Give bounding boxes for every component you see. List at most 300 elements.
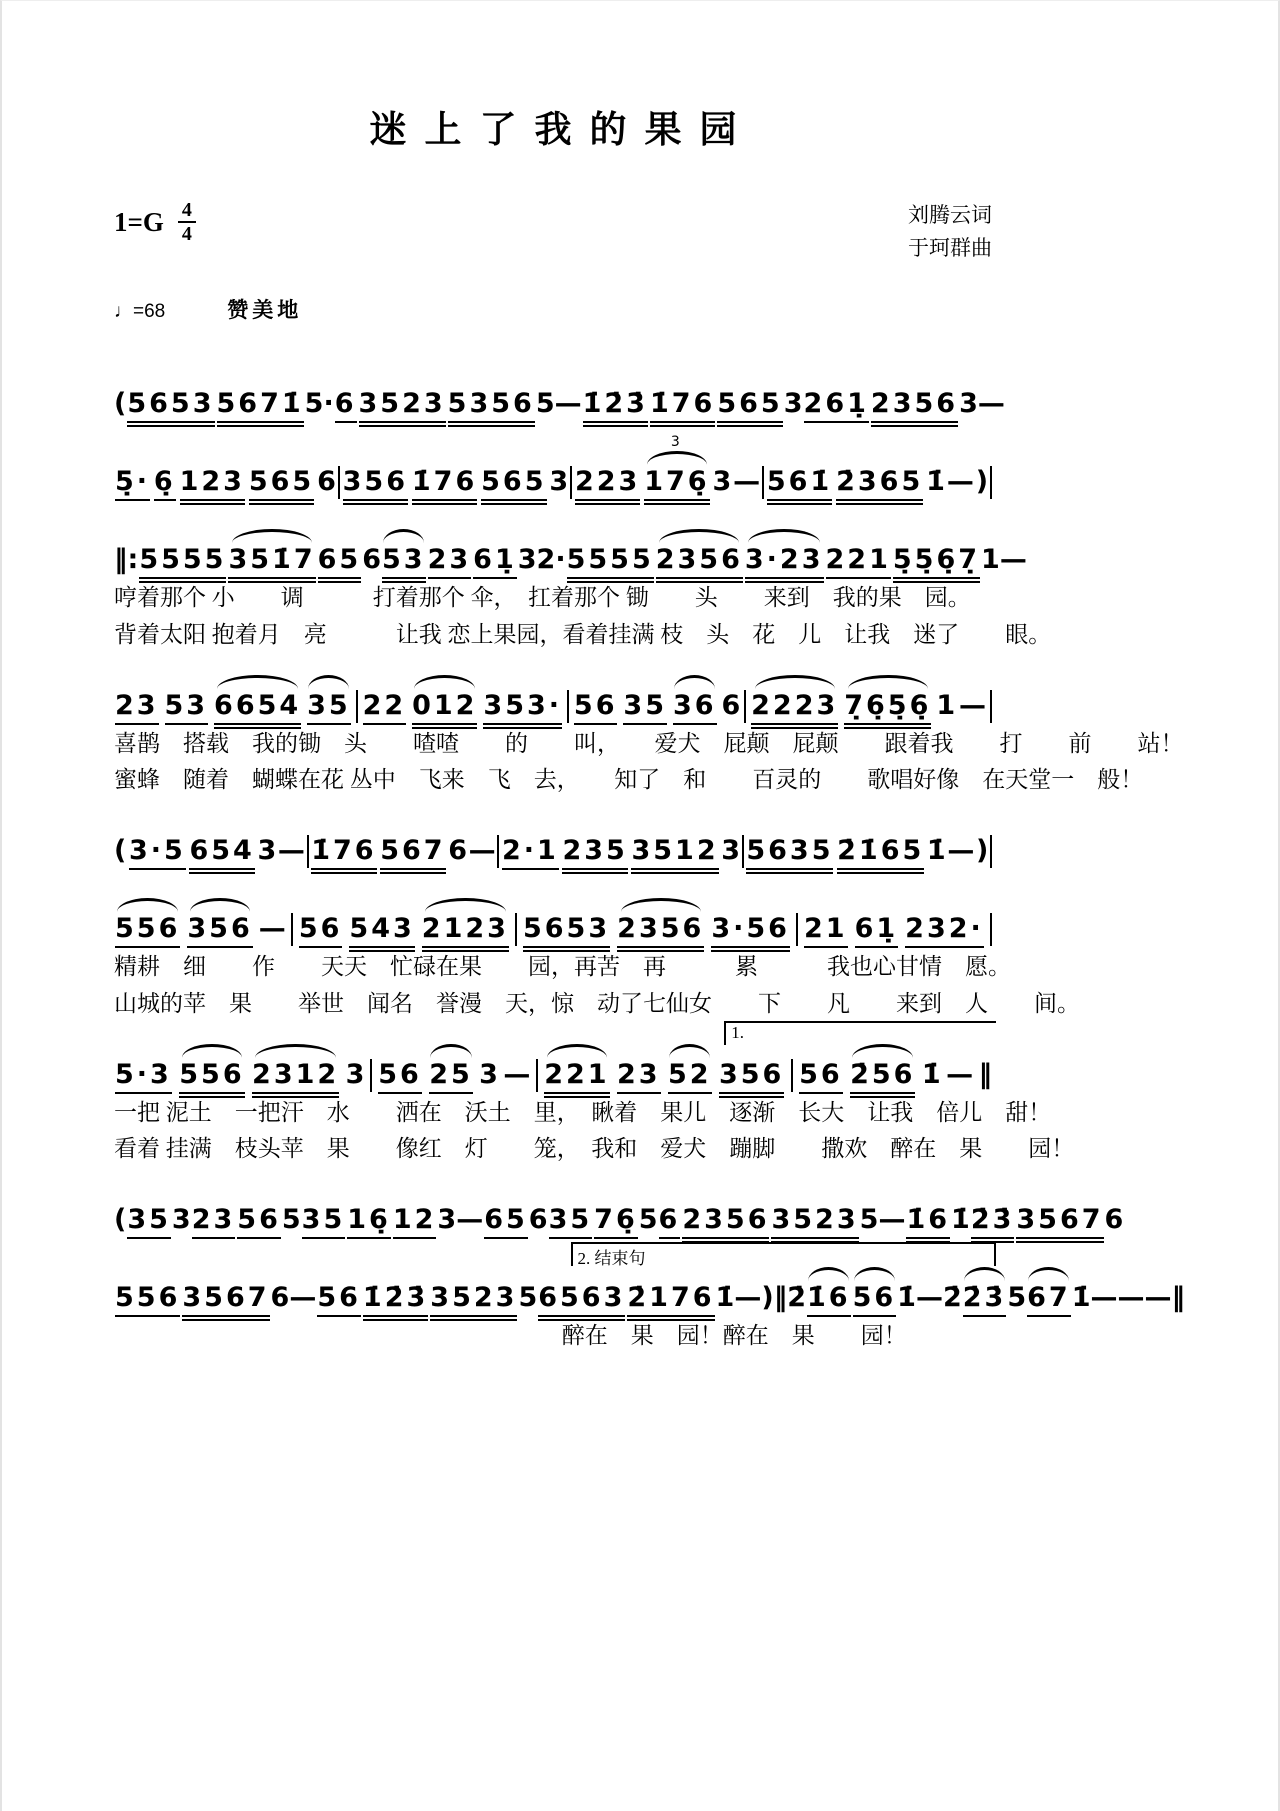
underline (484, 1237, 528, 1239)
underline (826, 577, 891, 579)
note-group: 53 (381, 544, 427, 575)
note-group: 12 (392, 1204, 438, 1235)
underline (656, 577, 743, 579)
underline (422, 946, 509, 948)
note-group: 56 (236, 1204, 282, 1235)
underline (382, 581, 426, 583)
underline (182, 1319, 269, 1321)
note-group: 3·56 (710, 913, 791, 944)
note-group: 232· (904, 913, 985, 944)
note-group: 351̇7 (227, 544, 316, 575)
time-signature-numerator: 4 (178, 199, 196, 223)
underline (631, 868, 718, 870)
underline (393, 1237, 437, 1239)
underline (711, 950, 790, 952)
system (114, 835, 992, 867)
note-group: 23 (191, 1204, 237, 1235)
underline (412, 499, 477, 501)
lyric-line: 哼着那个 小 调 打着那个 伞， 扛着那个 锄 头 来到 我的果 园。 (114, 585, 971, 611)
slur-arc (852, 1044, 913, 1058)
note-group: 6654 (213, 690, 302, 721)
system (114, 1022, 1075, 1165)
slur-arc (1028, 1267, 1069, 1281)
slur-arc (808, 1267, 849, 1281)
underline (127, 421, 214, 423)
note-group: 123 (179, 466, 246, 497)
system (114, 544, 1052, 650)
underline (717, 425, 782, 427)
underline (349, 946, 414, 948)
underline (127, 425, 214, 427)
underline (906, 1237, 950, 1239)
note-group: 5653 (126, 388, 215, 419)
slur-arc (425, 898, 505, 912)
slur-arc (117, 898, 178, 912)
underline (412, 727, 477, 729)
underline (746, 868, 833, 870)
slur-arc (854, 1267, 895, 1281)
note-group: 5555 (138, 544, 227, 575)
music-symbol: — (456, 1204, 484, 1236)
note-group: 2̇1̇65 (836, 835, 925, 866)
barline (515, 913, 517, 946)
underline (1016, 1241, 1103, 1243)
underline (644, 499, 709, 501)
underline (180, 503, 245, 505)
music-symbol: 6 (362, 544, 381, 576)
barline (744, 690, 746, 723)
music-symbol: 1̇ (897, 1282, 916, 1314)
underline (893, 577, 980, 579)
underline (179, 1092, 244, 1094)
note-group: 2̇365 (835, 466, 924, 497)
note-group: 3512 (630, 835, 719, 866)
underline (850, 1092, 915, 1094)
barline (990, 690, 992, 723)
music-symbol: 6 (721, 689, 741, 721)
note-group: 565 (248, 466, 315, 497)
volta-bracket: 1. (724, 1021, 996, 1045)
lyric-line: 喜鹊 搭载 我的锄 头 喳喳 的 叫， 爱犬 屁颠 屁颠 跟着我 打 前 站！ (114, 730, 1184, 756)
music-symbol: ) (976, 835, 989, 867)
underline (650, 421, 715, 423)
underline (249, 499, 314, 501)
music-symbol: 5 (281, 1204, 301, 1236)
underline (594, 1237, 638, 1239)
note-group: 221 (825, 544, 892, 575)
lyric-line: 看着 挂满 枝头苹 果 像红 灯 笼， 我和 爱犬 蹦脚 撒欢 醉在 果 园！ (114, 1136, 1075, 1162)
underline (850, 1096, 915, 1098)
underline (659, 1237, 681, 1239)
underline (544, 1096, 609, 1098)
key-signature-text: 1=G (114, 206, 164, 237)
note-group: 25 (428, 1059, 474, 1090)
underline (380, 872, 445, 874)
note-group: 36 (672, 690, 718, 721)
lyric-line: 精耕 细 作 天天 忙碌在果 园，再苦 再 累 我也心甘情 愿。 (114, 954, 1011, 980)
underline (745, 581, 824, 583)
music-symbol: 6 (448, 835, 468, 867)
note-group: 2356 (655, 544, 744, 575)
music-symbol: 3 (257, 835, 277, 867)
music-symbol: — (277, 835, 305, 867)
music-symbol: 6 (317, 466, 336, 498)
underline (836, 499, 923, 501)
music-symbol: ‖ (978, 1058, 992, 1090)
underline (228, 581, 315, 583)
underline (228, 577, 315, 579)
underline (544, 1092, 609, 1094)
music-symbol: 5· (304, 388, 334, 420)
music-symbol: — (733, 466, 761, 498)
note-group: 2223 (750, 690, 839, 721)
note-group: 1̇76 (310, 835, 377, 866)
system (114, 913, 1080, 1019)
volta-bracket: 2. 结束句 (571, 1242, 997, 1266)
underline (523, 950, 610, 952)
music-symbol: 3 (517, 544, 537, 576)
music-symbol: — (946, 1058, 974, 1090)
underline (217, 425, 304, 427)
music-symbol: — (734, 1282, 762, 1314)
underline (115, 723, 159, 725)
underline (428, 577, 472, 579)
music-symbol: ‖: (114, 544, 139, 576)
underline (617, 1092, 661, 1094)
note-group: 35 (301, 1204, 347, 1235)
barline (570, 466, 572, 499)
underline (214, 723, 301, 725)
triplet-mark: 3 (670, 434, 683, 451)
slur-arc (669, 1044, 710, 1058)
note-group: 56 (377, 1059, 423, 1090)
music-symbol: 3 (437, 1204, 457, 1236)
underline (562, 872, 627, 874)
note-group: 61̣ (854, 913, 900, 944)
note-group: 6 (658, 1204, 682, 1235)
underline (650, 425, 715, 427)
system (114, 434, 992, 498)
music-symbol: 3 (345, 1058, 365, 1090)
underline (317, 1315, 361, 1317)
underline (627, 1319, 714, 1321)
underline (252, 1092, 339, 1094)
music-symbol: 1̇ (921, 1058, 941, 1090)
underline (302, 1237, 346, 1239)
underline (575, 499, 640, 501)
barline (497, 835, 499, 868)
underline (567, 581, 654, 583)
music-symbol: — (503, 1058, 531, 1090)
underline (771, 1237, 858, 1239)
music-symbol: 3 (721, 835, 741, 867)
note-group: 3567 (181, 1282, 270, 1313)
lyric-line: 醉在 果 园！醉在 果 园！ (561, 1323, 907, 1349)
lyric-line: 背着太阳 抱着月 亮 让我 恋上果园，看着挂满 枝 头 花 儿 让我 迷了 眼。 (114, 621, 1052, 647)
slur-arc (182, 1044, 243, 1058)
underline (673, 723, 717, 725)
music-symbol: 3 (479, 1058, 498, 1090)
underline (139, 577, 226, 579)
underline (187, 946, 252, 948)
barline (370, 1059, 372, 1092)
composer-credit: 于珂群曲 (908, 235, 992, 260)
music-line (114, 434, 992, 498)
note-group: 223 (574, 466, 641, 497)
barline (742, 835, 744, 868)
slur-arc (383, 529, 424, 543)
music-symbol: 5 (518, 1282, 538, 1314)
underline (307, 723, 351, 725)
underline (318, 581, 362, 583)
meta-row (114, 199, 992, 264)
note-group: 5̣5̣6̣7̣ (892, 544, 981, 575)
music-symbol: 1̇ (926, 835, 946, 867)
underline (382, 577, 426, 579)
underline (1027, 1315, 1071, 1317)
underline (538, 1319, 625, 1321)
note-group: 6 (334, 388, 358, 419)
expression-marking: 赞美地 (227, 299, 303, 323)
music-symbol: 2· (536, 544, 566, 576)
underline (836, 503, 923, 505)
underline (335, 421, 357, 423)
lyricist-credit: 刘腾云词 (908, 203, 992, 227)
underline (422, 950, 509, 952)
barline (291, 913, 293, 946)
underline (804, 421, 869, 423)
underline (549, 1237, 593, 1239)
music-symbol: — (468, 835, 496, 867)
note-group: 65 (317, 544, 363, 575)
tempo-marking: ♩=68 (114, 301, 166, 323)
music-symbol: ( (114, 835, 127, 867)
note-group: 35 (306, 690, 352, 721)
underline (481, 499, 546, 501)
music-symbol: 3 (549, 466, 569, 498)
slur-arc (430, 1044, 471, 1058)
music-symbol: ‖ (773, 1282, 788, 1314)
underline (751, 723, 838, 725)
lyric-line: 一把 泥土 一把汗 水 洒在 沃土 里， 瞅着 果儿 逐渐 长大 让我 倍儿 甜！ (114, 1099, 1052, 1125)
note-group: 2312 (251, 1059, 340, 1090)
music-line (114, 835, 992, 867)
system (114, 388, 1005, 420)
note-group: 1̇6 (905, 1204, 951, 1235)
barline (762, 466, 764, 499)
note-group: 176̣ 3 (643, 466, 710, 497)
barline (307, 835, 309, 868)
note-group: 5635 (745, 835, 834, 866)
underline (179, 1096, 244, 1098)
slur-arc (748, 529, 821, 543)
underline (252, 1096, 339, 1098)
note-group: 543 (348, 913, 415, 944)
note-group: 21 (803, 913, 849, 944)
note-group: 565 (716, 388, 783, 419)
note-group: 67 (1026, 1282, 1072, 1313)
underline (844, 723, 931, 725)
underline (343, 499, 408, 501)
music-symbol: 2̇ (787, 1282, 806, 1314)
music-symbol: — (878, 1204, 906, 1236)
note-group: 22 (362, 690, 408, 721)
underline (617, 950, 704, 952)
underline (502, 868, 559, 870)
note-group: 23 (616, 1059, 662, 1090)
underline (180, 499, 245, 501)
music-symbol: 3 (959, 388, 978, 420)
underline (668, 1092, 712, 1094)
music-symbol: — (946, 466, 974, 498)
note-group: 23 (114, 690, 160, 721)
barline (356, 690, 358, 723)
barline (338, 466, 340, 499)
music-symbol: — (554, 388, 582, 420)
note-group: 5671̇ (216, 388, 305, 419)
underline (249, 503, 314, 505)
note-group: 353· (482, 690, 563, 721)
note-group: 2·1 (501, 835, 560, 866)
note-group: 3·5 (128, 835, 187, 866)
key-signature (114, 199, 196, 245)
note-group: 61̣ (472, 544, 518, 575)
lyric-line: 山城的苹 果 举世 闻名 誉漫 天，惊 动了七仙女 下 凡 来到 人 间。 (114, 990, 1080, 1016)
tempo-row (114, 294, 992, 324)
note-group: 56 (798, 1059, 844, 1090)
underline (837, 868, 924, 870)
underline (871, 421, 958, 423)
underline (359, 421, 446, 423)
slur-arc (308, 675, 349, 689)
underline (311, 872, 376, 874)
note-group: 16̣ (346, 1204, 392, 1235)
note-group: 5̣· (114, 466, 151, 497)
underline (844, 727, 931, 729)
underline (412, 723, 477, 725)
note-group: 567 (379, 835, 446, 866)
barline (990, 466, 992, 499)
note-group: 53 (164, 690, 210, 721)
music-symbol: — (959, 689, 987, 721)
note-group: 2123 (421, 913, 510, 944)
song-title: 迷上了我的果园 (369, 109, 755, 150)
music-symbol: 1̇ (715, 1282, 735, 1314)
note-group: 012 (411, 690, 478, 721)
music-symbol: — (1117, 1282, 1145, 1314)
note-group: 2356 (681, 1204, 770, 1235)
underline (448, 421, 535, 423)
note-group: 2̇56 (849, 1059, 916, 1090)
note-group: 2̇176 (626, 1282, 715, 1313)
underline (767, 503, 832, 505)
barline (791, 1059, 793, 1092)
underline (412, 503, 477, 505)
credits (908, 199, 992, 264)
slur-arc (547, 1044, 608, 1058)
barline (536, 1059, 538, 1092)
music-line (114, 1282, 1185, 1314)
score (114, 388, 1185, 1351)
underline (623, 723, 667, 725)
music-symbol: 5 (535, 388, 555, 420)
slur-arc (659, 529, 739, 543)
slur-arc (190, 898, 251, 912)
underline (717, 421, 782, 423)
note-group: 221 (543, 1059, 610, 1090)
note-group: 2̇3̇ (970, 1204, 1016, 1235)
note-group: 76̣ (593, 1204, 639, 1235)
music-symbol: 1 (936, 689, 956, 721)
music-symbol: 5 (1007, 1282, 1027, 1314)
music-symbol: — (289, 1282, 317, 1314)
underline (127, 1237, 171, 1239)
underline (871, 425, 958, 427)
music-symbol: — (915, 1282, 943, 1314)
slur-arc (674, 675, 715, 689)
note-group: 2̇3̇ (962, 1282, 1008, 1313)
underline (583, 421, 648, 423)
underline (837, 872, 924, 874)
note-group: 3523 (429, 1282, 518, 1313)
slur-arc (647, 451, 708, 465)
note-group: 3567 (1015, 1204, 1104, 1235)
slur-arc (255, 1044, 335, 1058)
underline (799, 1092, 843, 1094)
note-group: 556 (114, 1282, 181, 1313)
music-symbol: — (1090, 1282, 1118, 1314)
note-group: 565 (480, 466, 547, 497)
music-symbol: 1̇ (1071, 1282, 1091, 1314)
note-group: 35 (622, 690, 668, 721)
note-group: 6̣ (153, 466, 177, 497)
note-group: 52 (667, 1059, 713, 1090)
note-group: 56 (316, 1282, 362, 1313)
note-group: 23 (427, 544, 473, 575)
music-symbol: 3 (712, 466, 732, 498)
barline (796, 913, 798, 946)
slur-arc (217, 675, 297, 689)
underline (115, 499, 150, 501)
underline (523, 946, 610, 948)
underline (237, 1237, 281, 1239)
note-group: 356 (718, 1059, 785, 1090)
underline (631, 872, 718, 874)
underline (751, 727, 838, 729)
note-group: 56 (852, 1282, 898, 1313)
music-symbol: 6 (528, 1204, 548, 1236)
note-group: 235 (561, 835, 628, 866)
underline (855, 946, 899, 948)
music-line (114, 544, 1027, 576)
note-group: 561̇ (766, 466, 833, 497)
slur-arc (964, 1267, 1005, 1281)
underline (343, 503, 408, 505)
music-symbol: 6 (1104, 1204, 1124, 1236)
music-symbol: 1̇ (926, 466, 945, 498)
underline (746, 872, 833, 874)
underline (767, 499, 832, 501)
underline (165, 723, 209, 725)
note-group: 5653 (522, 913, 611, 944)
underline (473, 577, 517, 579)
underline (853, 1315, 897, 1317)
underline (574, 723, 618, 725)
underline (430, 1315, 517, 1317)
music-line (114, 913, 992, 945)
note-group: 1̇6 (806, 1282, 852, 1313)
underline (575, 503, 640, 505)
